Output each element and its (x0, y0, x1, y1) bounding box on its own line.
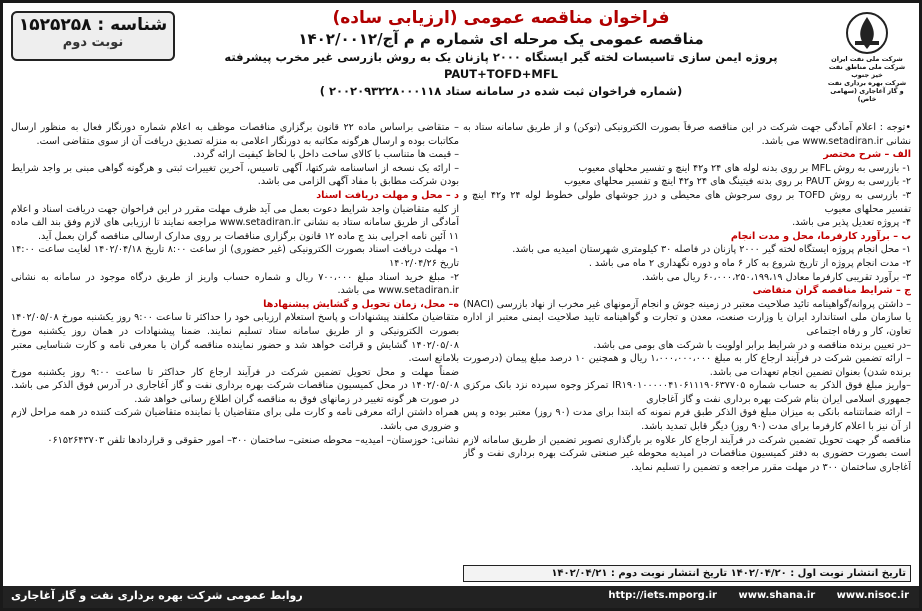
paragraph: ۴- پروژه تعدیل پذیر می باشد. (792, 217, 911, 229)
paragraph: •توجه : اعلام آمادگی جهت شرکت در این مناقصه صرفاً بصورت الکترونیکی (توکن) و از طریق سامانه ستاد به نشانی www.setadiran.ir می باشد. (463, 122, 911, 147)
org-line-1: شرکت ملی نفت ایران (831, 55, 903, 63)
publication-turn: نوبت دوم (62, 35, 124, 50)
paragraph: نشانی: خوزستان– امیدیه– محوطه صنعتی– ساختمان ۳۰۰– امور حقوقی و قراردادها تلفن ۰۶۱۵۲۶۴۳۷۰۳ (47, 434, 459, 446)
notice-title: فراخوان مناقصه عمومی (ارزیابی ساده) (332, 8, 670, 28)
tender-number: مناقصه عمومی یک مرحله ای شماره م م آج/۱۴۰۲/۰۰۱۲ (298, 30, 704, 48)
footer-bar (3, 586, 919, 608)
section-heading: ه– محل، زمان تحویل و گشایش پیشنهادها (263, 298, 459, 310)
section-heading: الف – شرح مختصر (823, 149, 911, 161)
paragraph: مناقصه گر جهت تحویل تضمین شرکت در فرآیند ارجاع کار علاوه بر بارگذاری تصویر تضمین از طریق سامانه لازم است بصورت حضوری به دفتر کمیسیون مناقصات در امیدیه محوطه غیر صنعتی شرکت بهره برداری نفت و گاز آغاجاری ساختمان ۳۰۰ در مهلت مقرر مراجعه و تضمین را تسلیم نماید. (463, 434, 911, 473)
paragraph: ۲- بازرسی به روش PAUT بر روی بدنه فیتینگ های ۲۴ و۴۲ اینچ و تفسیر محلهای معیوب (564, 176, 911, 188)
paragraph: –در تعیین برنده مناقصه و در شرایط برابر اولویت با شرکت های بومی می باشد. (593, 339, 911, 351)
section-heading: ج – شرایط مناقصه گران متقاضی (752, 285, 911, 297)
publication-dates: تاریخ انتشار نوبت اول : ۱۴۰۲/۰۴/۲۰ تاریخ انتشار نوبت دوم : ۱۴۰۲/۰۴/۲۱ (463, 565, 911, 582)
paragraph: ۱- محل انجام پروژه ایستگاه لخته گیر ۲۰۰۰ پازنان در فاصله ۳۰ کیلومتری شهرستان امیدیه می باشد. (512, 244, 911, 256)
paragraph: – داشتن پروانه/گواهینامه تائید صلاحیت معتبر در زمینه جوش و انجام آزمونهای غیر مخرب از نهاد بازرسی (NACI) یا سازمان ملی استاندارد ایران یا وزارت صنعت، معدن و تجارت و گواهینامه تایید صلاحیت ایمنی معتبر از اداره تعاون، کار و رفاه اجتماعی (463, 298, 911, 337)
paragraph: متقاضیان مکلفند پیشنهادات و پاسخ استعلام ارزیابی خود را حداکثر تا ساعت ۹:۰۰ روز یکشنبه مورخ ۱۴۰۲/۰۵/۰۸ بصورت الکترونیکی و از طریق سامانه ستاد تسلیم نمایند. ضمنا پیشنهادات در همان روز یکشنبه مورخ ۱۴۰۲/۰۵/۰۸ گشایش و قرائت خواهد شد و حضور نماینده مناقصه گران با معرفی نامه و کارت شناسایی معتبر بلامانع است. (11, 312, 459, 365)
paragraph: ۱- مهلت دریافت اسناد بصورت الکترونیکی (غیر حضوری) از ساعت ۸:۰۰ تاریخ ۱۴۰۲/۰۴/۱۸ لغایت ساعت ۱۴:۰۰ تاریخ ۱۴۰۲/۰۴/۲۶ (11, 244, 459, 269)
paragraph: ضمناً مهلت و محل تحویل تضمین شرکت در فرآیند ارجاع کار حداکثر تا ساعت ۹:۰۰ روز یکشنبه مورخ ۱۴۰۲/۰۵/۰۸ در محل کمیسیون مناقصات شرکت بهره برداری نفت و گاز آغاجاری در آدرس فوق الذکر می باشد. در صورت هر گونه تغییر در زمانهای فوق به مناقصه گران اطلاع رسانی خواهد شد. (11, 366, 459, 405)
paragraph: ۳- برآورد تقریبی کارفرما معادل ۶۰،۰۰۰،۲۵۰،۱۹۹،۱۹ ریال می باشد. (642, 271, 911, 283)
paragraph: ۱- بازرسی به روش MFL بر روی بدنه لوله های ۲۴ و۴۲ اینچ و تفسیر محلهای معیوب (578, 162, 911, 174)
paragraph: – ارائه تضمین شرکت در فرآیند ارجاع کار به مبلغ ۱،۰۰۰،۰۰۰،۰۰۰ ریال و همچنین ۱۰ درصد مبلغ پیمان (درصورت برنده شدن) بعنوان تضمین انجام تعهدات می باشد. (463, 353, 911, 378)
project-title: پروژه ایمن سازی تاسیسات لخته گیر ایستگاه ۲۰۰۰ پازنان یک به روش بازرسی غیر مخرب پیشرفته PAUT+TOFD+MFL (224, 50, 778, 81)
registration-number: (شماره فراخوان ثبت شده در سامانه ستاد ۲۰۰۲۰۹۳۲۲۸۰۰۰۱۱۸ ) (319, 84, 683, 98)
paragraph: –واریز مبلغ فوق الذکر به حساب شماره IR۱۹۰۱۰۰۰۰۰۴۱۰۶۱۱۱۹۰۶۳۷۷۰۵ تمرکز وجوه سپرده نزد بانک مرکزی جمهوری اسلامی ایران بنام شرکت بهره برداری نفت و گاز آغاجاری (463, 380, 911, 405)
paragraph: – ارائه یک نسخه از اساسنامه شرکتها، آگهی تاسیس، آخرین تغییرات ثبتی و هرگونه گواهی مبنی بر واجد شرایط بودن شرکت مطابق با مفاد آگهی الزامی می باشد. (11, 162, 459, 188)
paragraph: ۲- مدت انجام پروژه از تاریخ شروع به کار ۶ ماه و دوره نگهداری ۲ ماه می باشد . (588, 257, 911, 269)
public-relations: روابط عمومی شرکت بهره برداری نفت و گاز آغاجاری (11, 589, 303, 602)
org-line-2: شرکت ملی مناطق نفت خیز جنوب (828, 63, 906, 79)
paragraph: ۳- بازرسی به روش TOFD بر روی سرجوش های محیطی و درز جوشهای طولی خطوط لوله ۲۴ و۴۲ اینچ و تفسیر محلهای معیوب (463, 189, 911, 215)
right-column (463, 121, 911, 559)
website-links[interactable]: http://iets.mporg.ir www.shana.ir www.nisoc.ir (608, 590, 909, 601)
id-box (11, 11, 175, 61)
paragraph: از کلیه متقاضیان واجد شرایط دعوت بعمل می آید ظرف مهلت مقرر در این فراخوان جهت دریافت اسناد و اعلام آمادگی از طریق سامانه ستاد به نشانی www.setadiran.ir مراجعه نمایند تا ارزیابی های لازم وفق بند الف ماده ۱۱ آئین نامه اجرایی بند ج ماده ۱۲ قانون برگزاری مناقصات بر روی مدارک ارسالی مناقصه گران بعمل آید. (11, 203, 459, 242)
nioc-logo-icon (845, 11, 889, 55)
notice-id: شناسه : ۱۵۲۵۲۵۸ (18, 15, 168, 35)
paragraph: ۲- مبلغ خرید اسناد مبلغ ۷۰۰،۰۰۰ ریال و شماره حساب واریز از طریق درگاه موجود در سامانه به نشانی www.setadiran.ir می باشد. (11, 271, 459, 297)
paragraph: – متقاضی براساس ماده ۲۲ قانون برگزاری مناقصات موظف به اعلام شماره دورنگار فعال به منظور ارسال مکاتبات بوده و ارسال هرگونه مکاتبه به دورنگار اعلامی به منزله تصدیق دریافت آن از سوی متقاضی است. (11, 122, 459, 147)
paragraph: – قیمت ها متناسب با کالای ساخت داخل با لحاظ کیفیت ارائه گردد. (192, 149, 459, 161)
company-logo (827, 11, 907, 103)
notice-header (9, 7, 913, 119)
titles (179, 7, 823, 100)
left-column (11, 121, 459, 591)
section-heading: ب – برآورد کارفرما، محل و مدت انجام (730, 230, 911, 242)
org-line-3: شرکت بهره برداری نفت و گاز آغاجاری (سهامی خاص) (827, 79, 907, 103)
section-heading: د – محل و مهلت دریافت اسناد (316, 189, 459, 201)
paragraph: همراه داشتن ارائه معرفی نامه و کارت ملی برای متقاضیان یا نماینده متقاضیان شرکت کننده در همه مراحل لازم و ضروری می باشد. (11, 407, 459, 433)
paragraph: – ارائه ضمانتنامه بانکی به میزان مبلغ فوق الذکر طبق فرم نمونه که ابتدا برای مدت (۹۰ روز) معتبر بوده و پس از آن نیز با اعلام کارفرما برای مدت (۹۰ روز) دیگر قابل تمدید باشد. (463, 407, 911, 433)
